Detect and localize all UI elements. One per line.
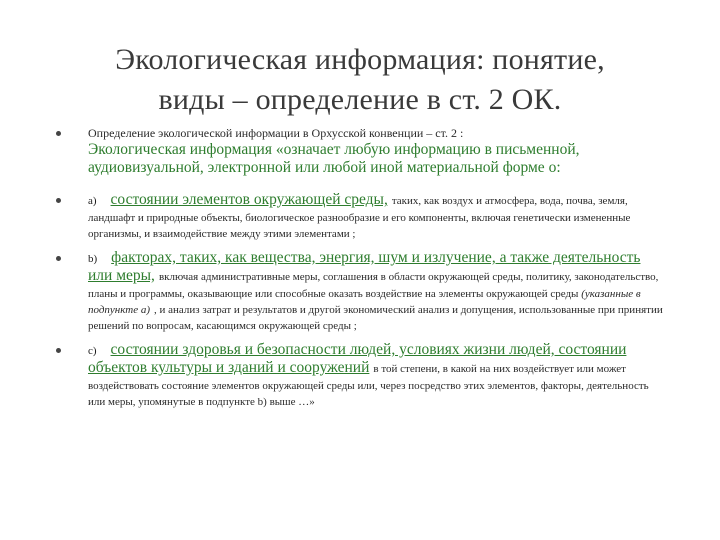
bullet-b-highlight: факторах, таких, как вещества, энергия, шум и излучение, а также деятельность или меры,	[88, 249, 641, 284]
bullet-list	[56, 126, 666, 409]
bullet-b	[56, 249, 666, 333]
bullet-dot	[56, 131, 61, 136]
intro-definition: Экологическая информация «означает любую информацию в письменной, аудиовизуальной, электронной или любой иной материальной форме о:	[88, 141, 580, 176]
bullet-intro	[56, 126, 666, 177]
bullet-a	[56, 191, 666, 241]
bullet-b-rest-2: , и анализ затрат и результатов и другой экономический анализ и допущения, использованные при принятии решений по вопросам, касающимся окружающей среды ;	[88, 304, 663, 332]
bullet-b-label: b)	[88, 253, 98, 265]
bullet-a-text	[88, 191, 666, 241]
title-line-2: виды – определение в ст. 2 ОК.	[158, 83, 562, 116]
bullet-b-text	[88, 249, 666, 333]
bullet-a-highlight: состоянии элементов окружающей среды,	[110, 191, 388, 208]
bullet-dot	[56, 256, 61, 261]
bullet-c-rest: в той степени, в какой на них воздействует или может воздействовать состояние элементов окружающей среды или, через посредство этих элементов, факторы, деятельность или меры, упомянутые в подпункте b) выше …»	[88, 363, 649, 408]
title-line-1: Экологическая информация: понятие,	[115, 43, 605, 76]
bullet-a-rest: таких, как воздух и атмосфера, вода, почва, земля, ландшафт и природные объекты, биологическое разнообразие и его компоненты, включая генетически измененные организмы, и взаимодействие между этими элементами ;	[88, 195, 631, 240]
bullet-c	[56, 341, 666, 409]
bullet-c-label: c)	[88, 345, 97, 357]
bullet-dot	[56, 198, 61, 203]
bullet-c-text	[88, 341, 666, 409]
bullet-b-italic: (указанные в подпункте а)	[88, 288, 641, 316]
slide-title	[40, 40, 680, 120]
bullet-dot	[56, 348, 61, 353]
bullet-c-highlight: состоянии здоровья и безопасности людей, условиях жизни людей, состоянии объектов культуры и зданий и сооружений	[88, 341, 627, 376]
bullet-b-rest-1: включая административные меры, соглашения в области окружающей среды, политику, законодательство, планы и программы, оказывающие или способные оказать воздействие на элементы окружающей среды	[88, 271, 659, 300]
intro-heading: Определение экологической информации в Орхусской конвенции – ст. 2 :	[88, 126, 464, 140]
bullet-a-label: a)	[88, 195, 97, 207]
